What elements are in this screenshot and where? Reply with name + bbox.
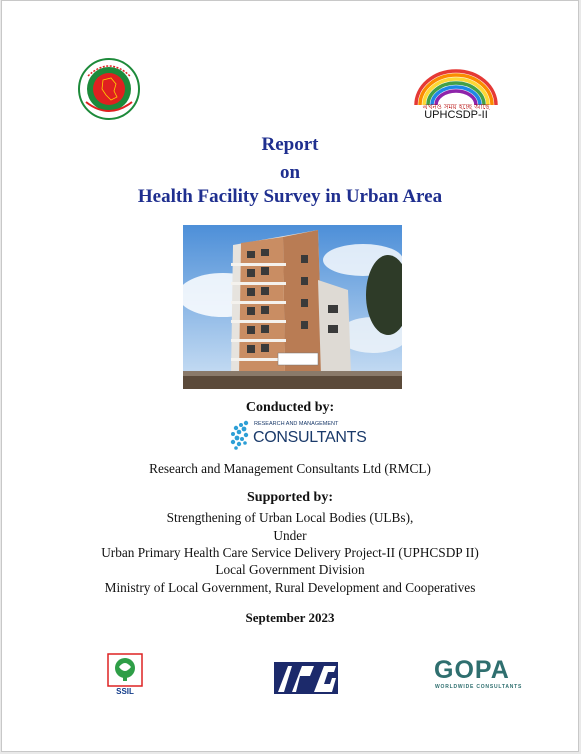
uphcsdp-tagline: এখনও সময় হচ্ছে আছে [422,103,490,111]
report-title-line3: Health Facility Survey in Urban Area [137,186,443,207]
supported-by-line: Under [273,528,307,543]
rmcl-logo-subtitle: RESEARCH AND MANAGEMENT [254,421,339,427]
supported-by-line: Urban Primary Health Care Service Delivery Project-II (UPHCSDP II) [101,545,479,560]
gopa-logo-text: GOPA [434,656,510,684]
conducted-by-organization: Research and Management Consultants Ltd (RMCL) [149,461,431,476]
conducted-by-heading: Conducted by: [245,400,335,415]
supported-by-line: Local Government Division [215,562,365,577]
bangladesh-government-seal-logo [78,58,140,120]
report-title-line1: Report [261,134,319,155]
supported-by-line: Strengthening of Urban Local Bodies (ULBs), [166,510,414,525]
report-title-line2: on [279,162,301,183]
report-cover-page [1,0,579,752]
gopa-logo-subtitle: WORLDWIDE CONSULTANTS [435,684,523,690]
rmcl-globe-icon [228,417,254,453]
arg-logo [274,662,338,694]
rmcl-logo-text: CONSULTANTS [253,429,367,446]
uphcsdp-logo-text: UPHCSDP-II [424,109,488,121]
ssil-logo-text: SSIL [116,687,134,696]
report-date: September 2023 [245,610,335,625]
health-facility-building-photo [183,225,402,389]
supported-by-heading: Supported by: [247,490,333,505]
supported-by-line: Ministry of Local Government, Rural Development and Cooperatives [104,580,476,595]
